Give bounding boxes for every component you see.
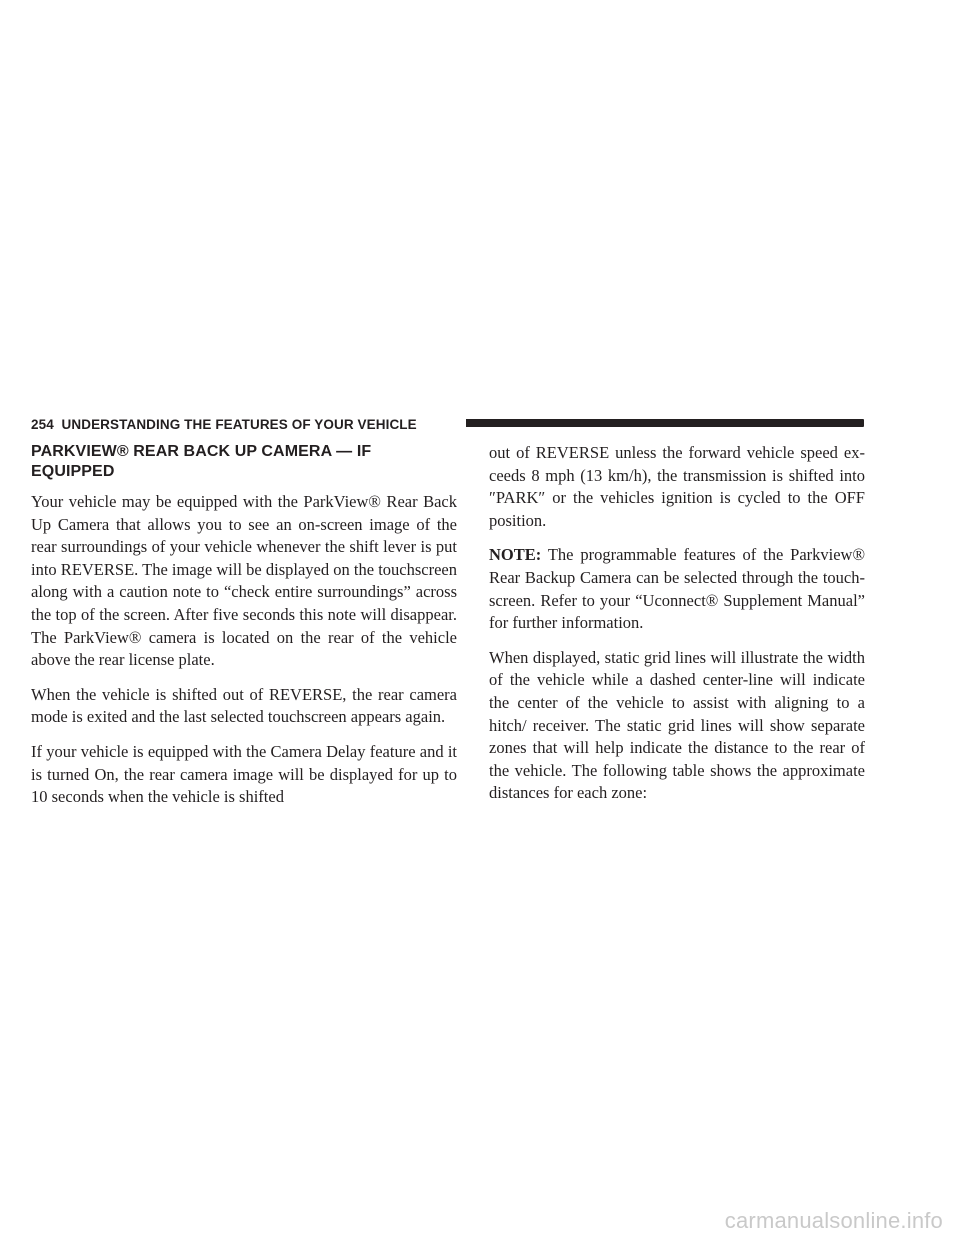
section-title: PARKVIEW® REAR BACK UP CAMERA — IF EQUIPPED [31, 443, 372, 480]
left-column [31, 442, 457, 821]
watermark[interactable]: carmanualsonline.info [724, 1208, 943, 1233]
running-header [31, 417, 417, 433]
body-paragraph: Your vehicle may be equipped with the ParkView® Rear Back Up Camera that allows you to see an on-screen image of the rear surroundings of your vehicle whenever the shift lever is put into REVERSE. The image will be displayed on the touchscreen along with a caution note to “check entire surroundings” across the top of the screen. After five seconds this note will disappear. The ParkView® camera is located on the rear of the vehicle above the rear license plate. [31, 492, 457, 670]
page-number: 254 [31, 417, 54, 432]
note-paragraph [489, 544, 865, 634]
note-label: NOTE: [489, 545, 542, 565]
running-title: UNDERSTANDING THE FEATURES OF YOUR VEHICLE [61, 417, 417, 432]
body-paragraph: When the vehicle is shifted out of REVERSE, the rear camera mode is exited and the last selected touchscreen appears again. [31, 684, 457, 727]
right-column [489, 442, 865, 817]
note-text: The programmable features of the Parkview® Rear Backup Camera can be selected through the touchscreen. Refer to your “Uconnect® Supplement Manual” for further information. [489, 545, 866, 633]
header-rule [466, 419, 864, 427]
body-paragraph: out of REVERSE unless the forward vehicle speed exceeds 8 mph (13 km/h), the transmission is shifted into ″PARK″ or the vehicles ignition is cycled to the OFF position. [489, 443, 865, 530]
body-paragraph: When displayed, static grid lines will illustrate the width of the vehicle while a dashed center-line will indicate the center of the vehicle to assist with aligning to a hitch/ receiver. The static grid lines will show separate zones that will help indicate the distance to the rear of the vehicle. The following table shows the approximate distances for each zone: [489, 647, 865, 803]
page-header [31, 416, 864, 436]
body-paragraph: If your vehicle is equipped with the Camera Delay feature and it is turned On, the rear camera image will be displayed for up to 10 seconds when the vehicle is shifted [31, 741, 457, 807]
